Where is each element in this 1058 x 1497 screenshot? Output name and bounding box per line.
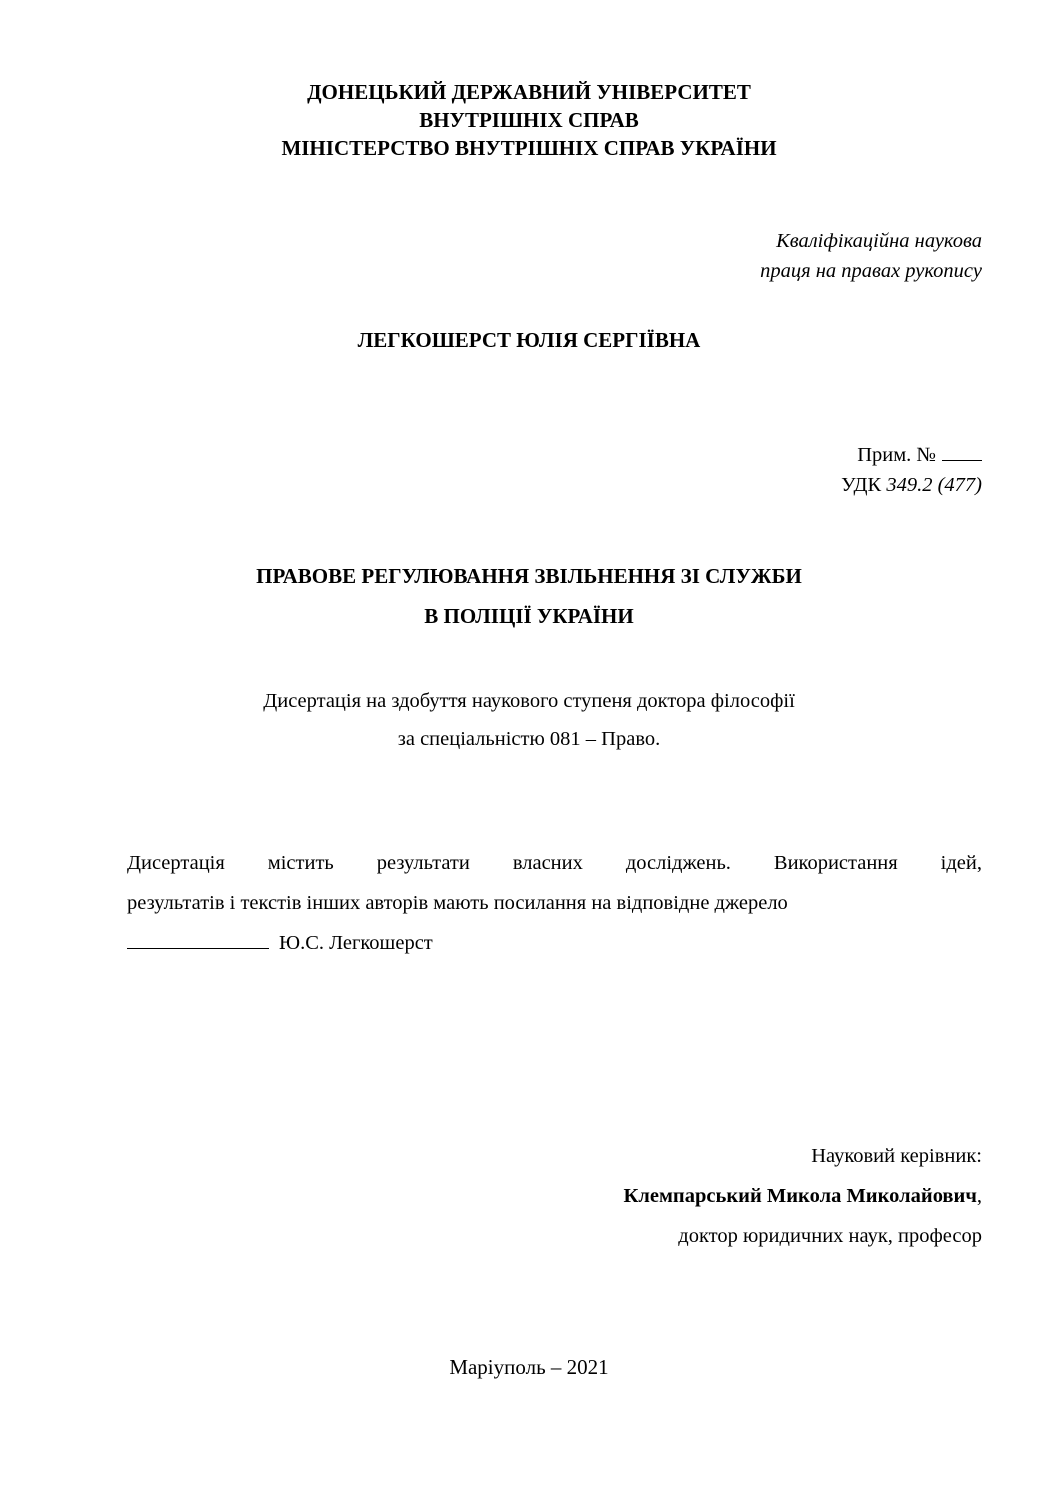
supervisor-name-suffix: , [976,1185,982,1207]
qualification-line-1: Кваліфікаційна наукова [776,230,982,252]
supervisor-degree: доктор юридичних наук, професор [678,1225,982,1247]
prim-label: Прим. № [857,444,936,466]
signature-line [127,923,982,963]
university-line-2: ВНУТРІШНІХ СПРАВ [419,108,639,132]
degree-description [0,682,1058,758]
supervisor-name-line [624,1176,983,1216]
ministry-line: МІНІСТЕРСТВО ВНУТРІШНІХ СПРАВ УКРАЇНИ [281,136,777,160]
qualification-line-2: праця на правах рукопису [760,260,982,282]
declaration-line-1: Дисертація містить результати власних досліджень. Використання ідей, [127,852,982,874]
catalog-info [841,440,982,500]
prim-number-blank [942,442,982,461]
declaration-line-2: результатів і текстів інших авторів мають посилання на відповідне джерело [127,892,788,914]
university-header [0,78,1058,162]
qualification-note [760,226,982,286]
prim-line [841,440,982,470]
udk-label: УДК [841,474,882,496]
udk-line [841,470,982,500]
title-line-2: В ПОЛІЦІЇ УКРАЇНИ [424,604,634,628]
description-line-1: Дисертація на здобуття наукового ступеня доктора філософії [263,690,795,712]
city-year: Маріуполь – 2021 [449,1355,609,1379]
originality-declaration [127,843,982,963]
university-line-1: ДОНЕЦЬКИЙ ДЕРЖАВНИЙ УНІВЕРСИТЕТ [307,80,751,104]
signature-name: Ю.С. Легкошерст [279,932,433,954]
title-line-1: ПРАВОВЕ РЕГУЛЮВАННЯ ЗВІЛЬНЕННЯ ЗІ СЛУЖБИ [256,564,802,588]
signature-blank [127,928,269,949]
author-name: ЛЕГКОШЕРСТ ЮЛІЯ СЕРГІЇВНА [357,328,701,352]
supervisor-block [624,1136,983,1256]
supervisor-name: Клемпарський Микола Миколайович [623,1185,977,1207]
supervisor-label: Науковий керівник: [811,1145,982,1167]
dissertation-title [0,556,1058,636]
udk-value: 349.2 (477) [886,474,982,496]
description-line-2: за спеціальністю 081 – Право. [397,728,661,750]
